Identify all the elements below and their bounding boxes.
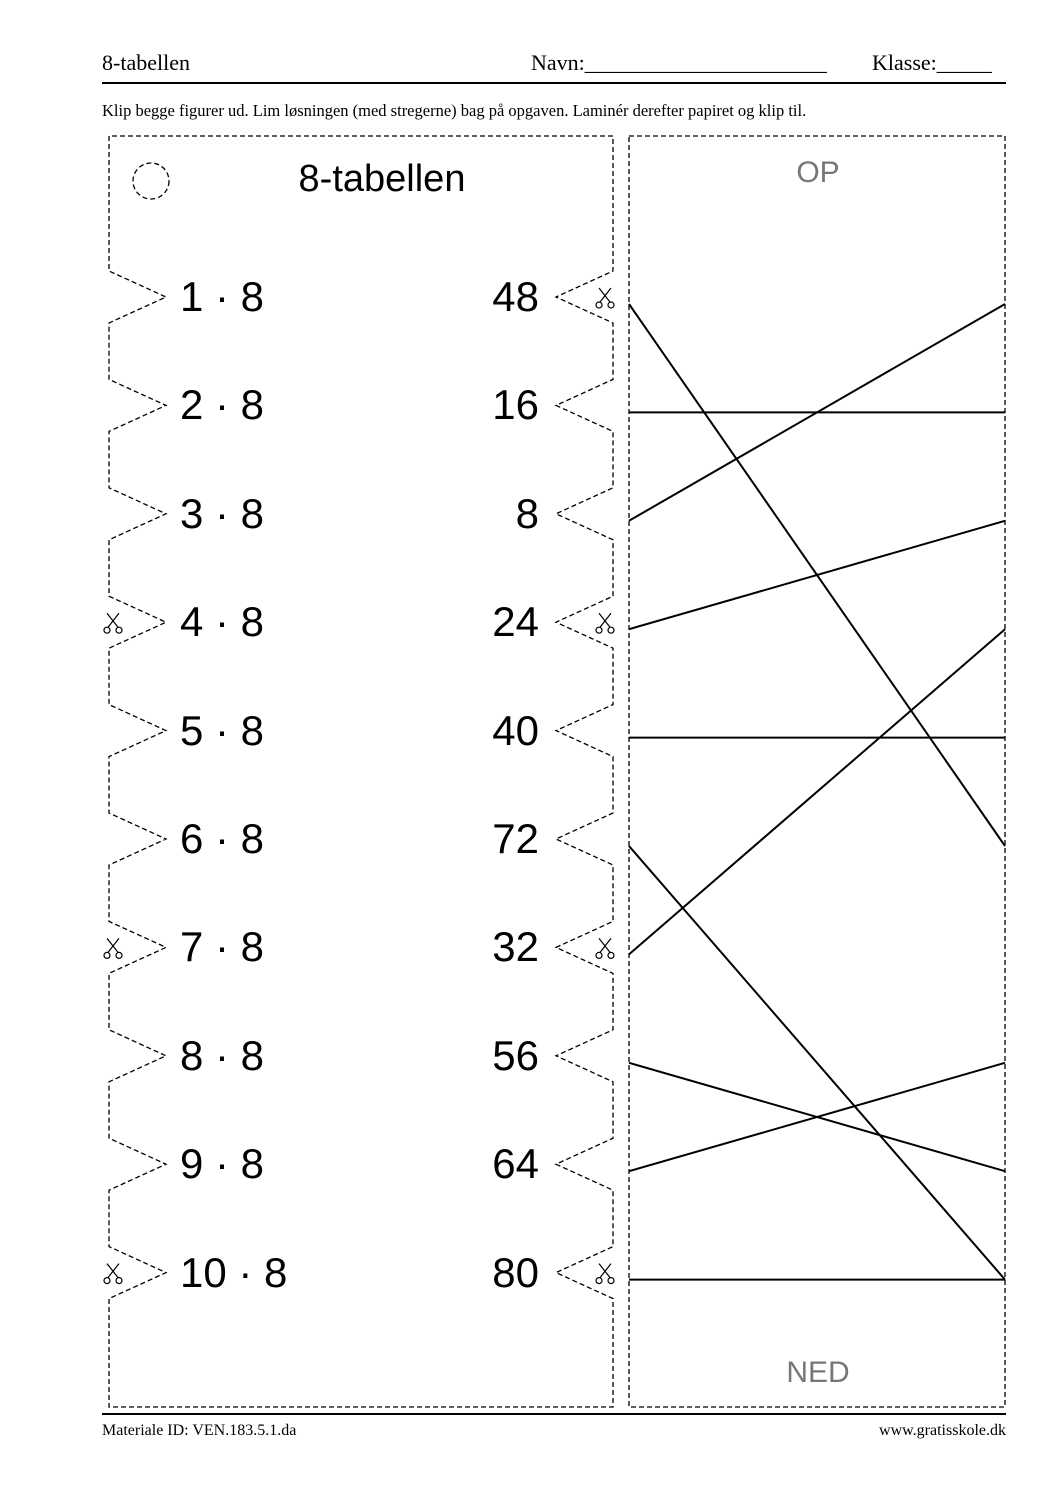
question-10: 10 · 8 — [180, 1248, 288, 1296]
question-strip-outline — [109, 136, 613, 1407]
answer-3: 8 — [515, 489, 539, 537]
material-id: Materiale ID: VEN.183.5.1.da — [102, 1422, 297, 1439]
answer-1: 48 — [492, 273, 539, 320]
answer-4: 24 — [492, 598, 539, 646]
bottom-label: NED — [786, 1356, 850, 1389]
zigzag-outline — [109, 136, 613, 1407]
answer-7: 32 — [492, 923, 539, 971]
website-link[interactable]: www.gratisskole.dk — [879, 1422, 1006, 1439]
solution-lines — [629, 304, 1005, 1280]
question-4: 4 · 8 — [180, 598, 265, 646]
solution-line-4 — [629, 521, 1005, 629]
class-field: Klasse:_____ — [872, 50, 992, 75]
solution-line-6 — [629, 846, 1005, 1280]
solution-line-7 — [629, 629, 1005, 954]
scissors-marks — [104, 288, 614, 1284]
question-6: 6 · 8 — [180, 815, 265, 862]
scissors-icon — [596, 288, 614, 308]
solution-strip-outline — [629, 136, 1005, 1407]
scissors-icon — [104, 1264, 122, 1284]
scissors-icon — [596, 938, 614, 958]
answer-6: 72 — [492, 815, 539, 862]
instructions: Klip begge figurer ud. Lim løsningen (med stregerne) bag på opgaven. Laminér derefter papiret og klip til. — [102, 101, 807, 120]
question-9: 9 · 8 — [180, 1140, 265, 1188]
punch-hole-icon — [133, 163, 169, 199]
answer-9: 64 — [492, 1140, 539, 1188]
scissors-icon — [596, 613, 614, 633]
question-2: 2 · 8 — [180, 381, 265, 429]
question-1: 1 · 8 — [180, 273, 265, 320]
scissors-icon — [104, 613, 122, 633]
scissors-icon — [596, 1264, 614, 1284]
scissors-icon — [104, 938, 122, 958]
question-5: 5 · 8 — [180, 706, 265, 754]
answer-10: 80 — [492, 1248, 539, 1296]
question-8: 8 · 8 — [180, 1031, 265, 1079]
answer-2: 16 — [492, 381, 539, 429]
question-7: 7 · 8 — [180, 923, 265, 971]
footer-divider — [102, 1413, 1006, 1415]
worksheet-title: 8-tabellen — [298, 158, 466, 200]
name-field: Navn:______________________ — [531, 50, 827, 75]
top-label: OP — [796, 156, 840, 189]
header-title: 8-tabellen — [102, 50, 190, 75]
answer-8: 56 — [492, 1031, 539, 1079]
question-3: 3 · 8 — [180, 489, 265, 537]
answer-5: 40 — [492, 706, 539, 754]
